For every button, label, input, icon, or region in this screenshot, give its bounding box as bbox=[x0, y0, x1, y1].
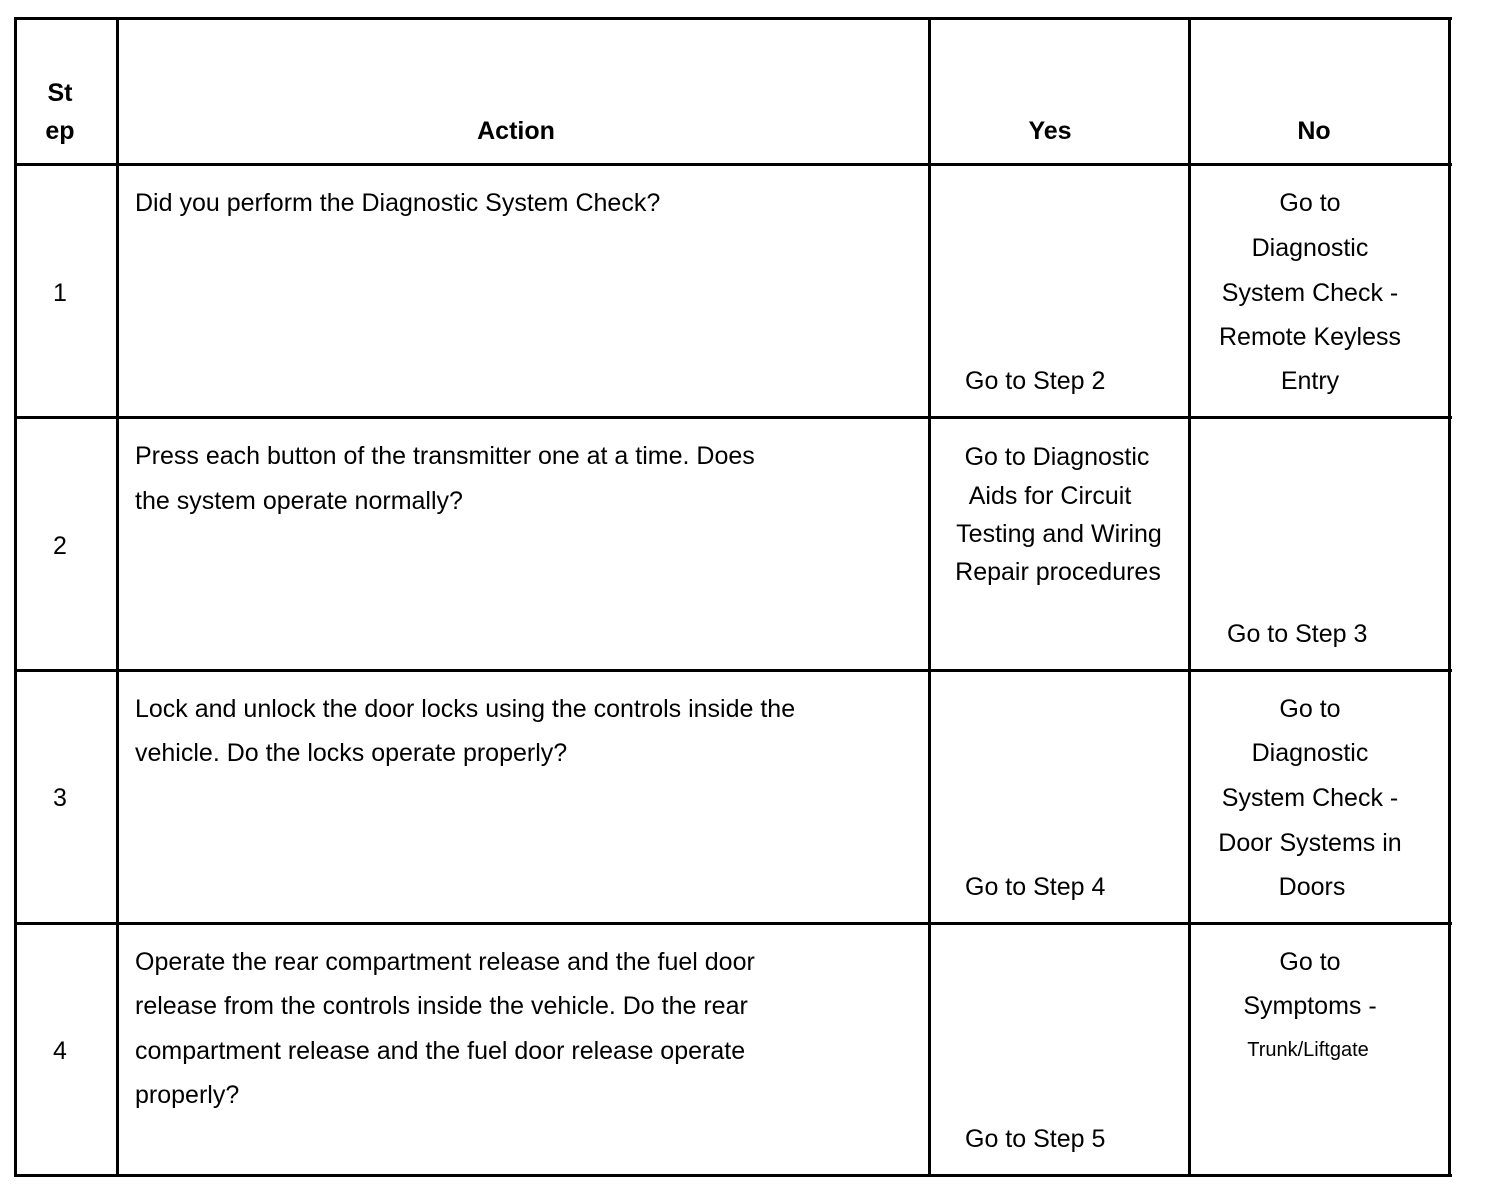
action-text: Operate the rear compartment release and the fuel door bbox=[135, 948, 755, 976]
action-text: vehicle. Do the locks operate properly? bbox=[135, 739, 568, 767]
action-text: release from the controls inside the vehicle. Do the rear bbox=[135, 992, 748, 1020]
no-text: Diagnostic bbox=[1251, 739, 1369, 767]
yes-text: Go to Step 4 bbox=[965, 873, 1106, 901]
row-divider bbox=[14, 922, 1452, 925]
table-border-right bbox=[1448, 17, 1451, 1177]
no-text: Go to Step 3 bbox=[1227, 620, 1368, 648]
table-border-left bbox=[14, 17, 17, 1177]
step-number: 3 bbox=[53, 784, 67, 812]
yes-text: Go to Diagnostic bbox=[964, 443, 1150, 471]
no-text: Go to bbox=[1279, 189, 1341, 217]
no-text: Door Systems in bbox=[1218, 829, 1402, 857]
header-no: No bbox=[1297, 117, 1331, 145]
action-text: Did you perform the Diagnostic System Check? bbox=[135, 189, 661, 217]
table-border-bottom bbox=[14, 1174, 1452, 1177]
no-text: Symptoms - bbox=[1243, 992, 1377, 1020]
row-divider bbox=[14, 669, 1452, 672]
header-yes: Yes bbox=[1028, 117, 1072, 145]
action-text: Lock and unlock the door locks using the controls inside the bbox=[135, 695, 796, 723]
yes-text: Go to Step 5 bbox=[965, 1125, 1106, 1153]
column-divider bbox=[116, 17, 119, 1177]
action-text: the system operate normally? bbox=[135, 487, 463, 515]
row-divider bbox=[14, 416, 1452, 419]
no-text: Trunk/Liftgate bbox=[1247, 1039, 1369, 1061]
yes-text: Repair procedures bbox=[955, 558, 1161, 586]
no-text: Go to bbox=[1279, 695, 1341, 723]
no-text: System Check - bbox=[1221, 279, 1399, 307]
yes-text: Go to Step 2 bbox=[965, 367, 1106, 395]
header-action: Action bbox=[477, 117, 555, 145]
column-divider bbox=[928, 17, 931, 1177]
no-text: Doors bbox=[1278, 873, 1346, 901]
no-text: Entry bbox=[1280, 367, 1340, 395]
yes-text: Testing and Wiring bbox=[956, 520, 1162, 548]
step-number: 2 bbox=[53, 532, 67, 560]
header-step-line2: ep bbox=[45, 117, 75, 145]
no-text: Diagnostic bbox=[1251, 234, 1369, 262]
step-number: 4 bbox=[53, 1037, 67, 1065]
table-border-top bbox=[14, 17, 1452, 20]
no-text: System Check - bbox=[1221, 784, 1399, 812]
yes-text: Aids for Circuit bbox=[968, 482, 1132, 510]
no-text: Remote Keyless bbox=[1218, 323, 1402, 351]
no-text: Go to bbox=[1279, 948, 1341, 976]
column-divider bbox=[1188, 17, 1191, 1177]
step-number: 1 bbox=[53, 279, 67, 307]
header-step-line1: St bbox=[47, 79, 73, 107]
action-text: properly? bbox=[135, 1081, 240, 1109]
action-text: compartment release and the fuel door release operate bbox=[135, 1037, 746, 1065]
action-text: Press each button of the transmitter one at a time. Does bbox=[135, 442, 755, 470]
header-divider bbox=[14, 163, 1452, 166]
